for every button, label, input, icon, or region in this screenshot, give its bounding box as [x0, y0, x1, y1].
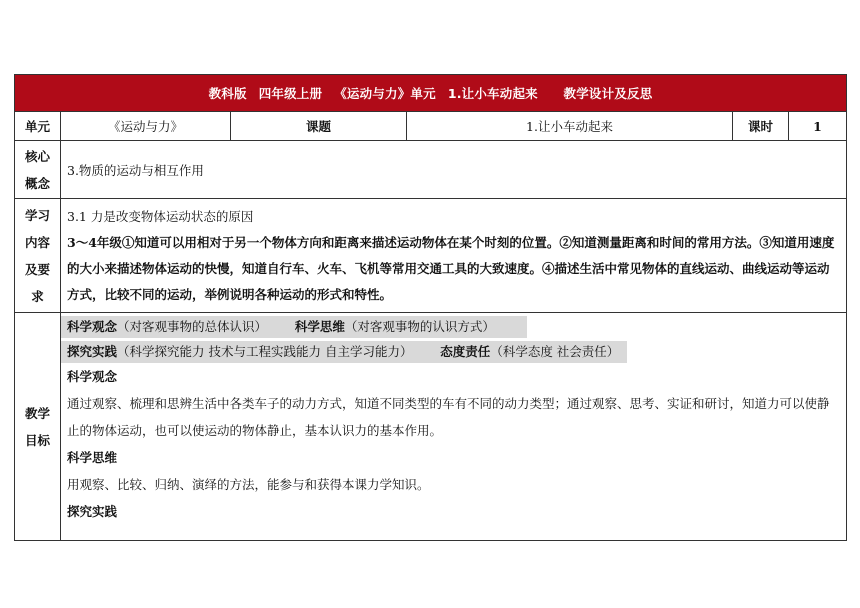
- core-concept-row: [15, 141, 847, 199]
- unit-value: 《运动与力》: [61, 112, 231, 141]
- goal-text-concept: 通过观察、梳理和思辨生活中各类车子的动力方式，知道不同类型的车有不同的动力类型；通过观察、思考、实证和研讨，知道力可以使静止的物体运动，也可以使运动的物体静止，基本认识力的基本作用。: [67, 396, 830, 438]
- teaching-goals-row: [15, 313, 847, 541]
- goals-label-line-1: 教学: [24, 405, 50, 421]
- topic-value: 1.让小车动起来: [407, 112, 733, 141]
- goal-text-thinking: 用观察、比较、归纳、演绎的方法，能参与和获得本课力学知识。: [67, 477, 430, 492]
- core-label-line-1: 核心: [24, 148, 50, 164]
- study-content-label: [15, 199, 61, 313]
- goal-dimension-tag-1: [61, 316, 527, 338]
- study-label-line-1: 学习: [24, 207, 50, 223]
- tag-scientific-thinking: 科学思维: [294, 319, 345, 334]
- title-row: [15, 75, 847, 112]
- goal-dimension-tag-2: [61, 341, 627, 363]
- goal-details: [61, 363, 846, 525]
- topic-label: 课题: [231, 112, 407, 141]
- tag-scientific-concept-note: （对客观事物的总体认识）: [117, 319, 268, 334]
- core-concept-content: 3.物质的运动与相互作用: [61, 141, 847, 199]
- tag-attitude-responsibility: 态度责任: [440, 344, 491, 359]
- goal-heading-thinking: 科学思维: [67, 450, 118, 465]
- core-label-line-2: 概念: [24, 175, 50, 191]
- unit-label: 单元: [15, 112, 61, 141]
- goal-heading-concept: 科学观念: [67, 369, 118, 384]
- study-requirements: 3～4年级①知道可以用相对于另一个物体方向和距离来描述运动物体在某个时刻的位置。②知道测量距离和时间的常用方法。③知道用速度的大小来描述物体运动的快慢，知道自行车、火车、飞机等常用交通工具的大致速度。④描述生活中常见物体的直线运动、曲线运动等运动方式，比较不同的运动，举例说明各种运动的形式和特性。: [67, 234, 835, 302]
- info-row: [15, 112, 847, 141]
- study-label-line-4: 求: [31, 288, 44, 304]
- study-standard-heading: 3.1 力是改变物体运动状态的原因: [67, 208, 254, 224]
- title-lesson: 1.让小车动起来: [447, 86, 538, 101]
- hours-value: 1: [789, 112, 847, 141]
- tag-inquiry-practice: 探究实践: [67, 344, 118, 359]
- goals-label-line-2: 目标: [24, 432, 50, 448]
- goal-heading-practice: 探究实践: [67, 504, 118, 519]
- study-label-line-2: 内容: [24, 234, 50, 250]
- teaching-goals-content: [61, 313, 847, 541]
- tag-scientific-concept: 科学观念: [67, 319, 118, 334]
- tag-attitude-responsibility-note: （科学态度 社会责任）: [490, 344, 620, 359]
- title-doc-type: 教学设计及反思: [563, 86, 653, 101]
- document-title: [15, 75, 847, 112]
- title-publisher: 教科版: [208, 86, 247, 101]
- core-concept-label: [15, 141, 61, 199]
- teaching-goals-label: [15, 313, 61, 541]
- study-content-row: [15, 199, 847, 313]
- study-label-line-3: 及要: [24, 261, 50, 277]
- hours-label: 课时: [733, 112, 789, 141]
- tag-inquiry-practice-note: （科学探究能力 技术与工程实践能力 自主学习能力）: [117, 344, 413, 359]
- title-unit: 《运动与力》单元: [334, 86, 436, 101]
- tag-scientific-thinking-note: （对客观事物的认识方式）: [344, 319, 495, 334]
- study-content-text: [61, 199, 847, 313]
- lesson-plan-table: [14, 74, 847, 541]
- title-grade: 四年级上册: [258, 86, 323, 101]
